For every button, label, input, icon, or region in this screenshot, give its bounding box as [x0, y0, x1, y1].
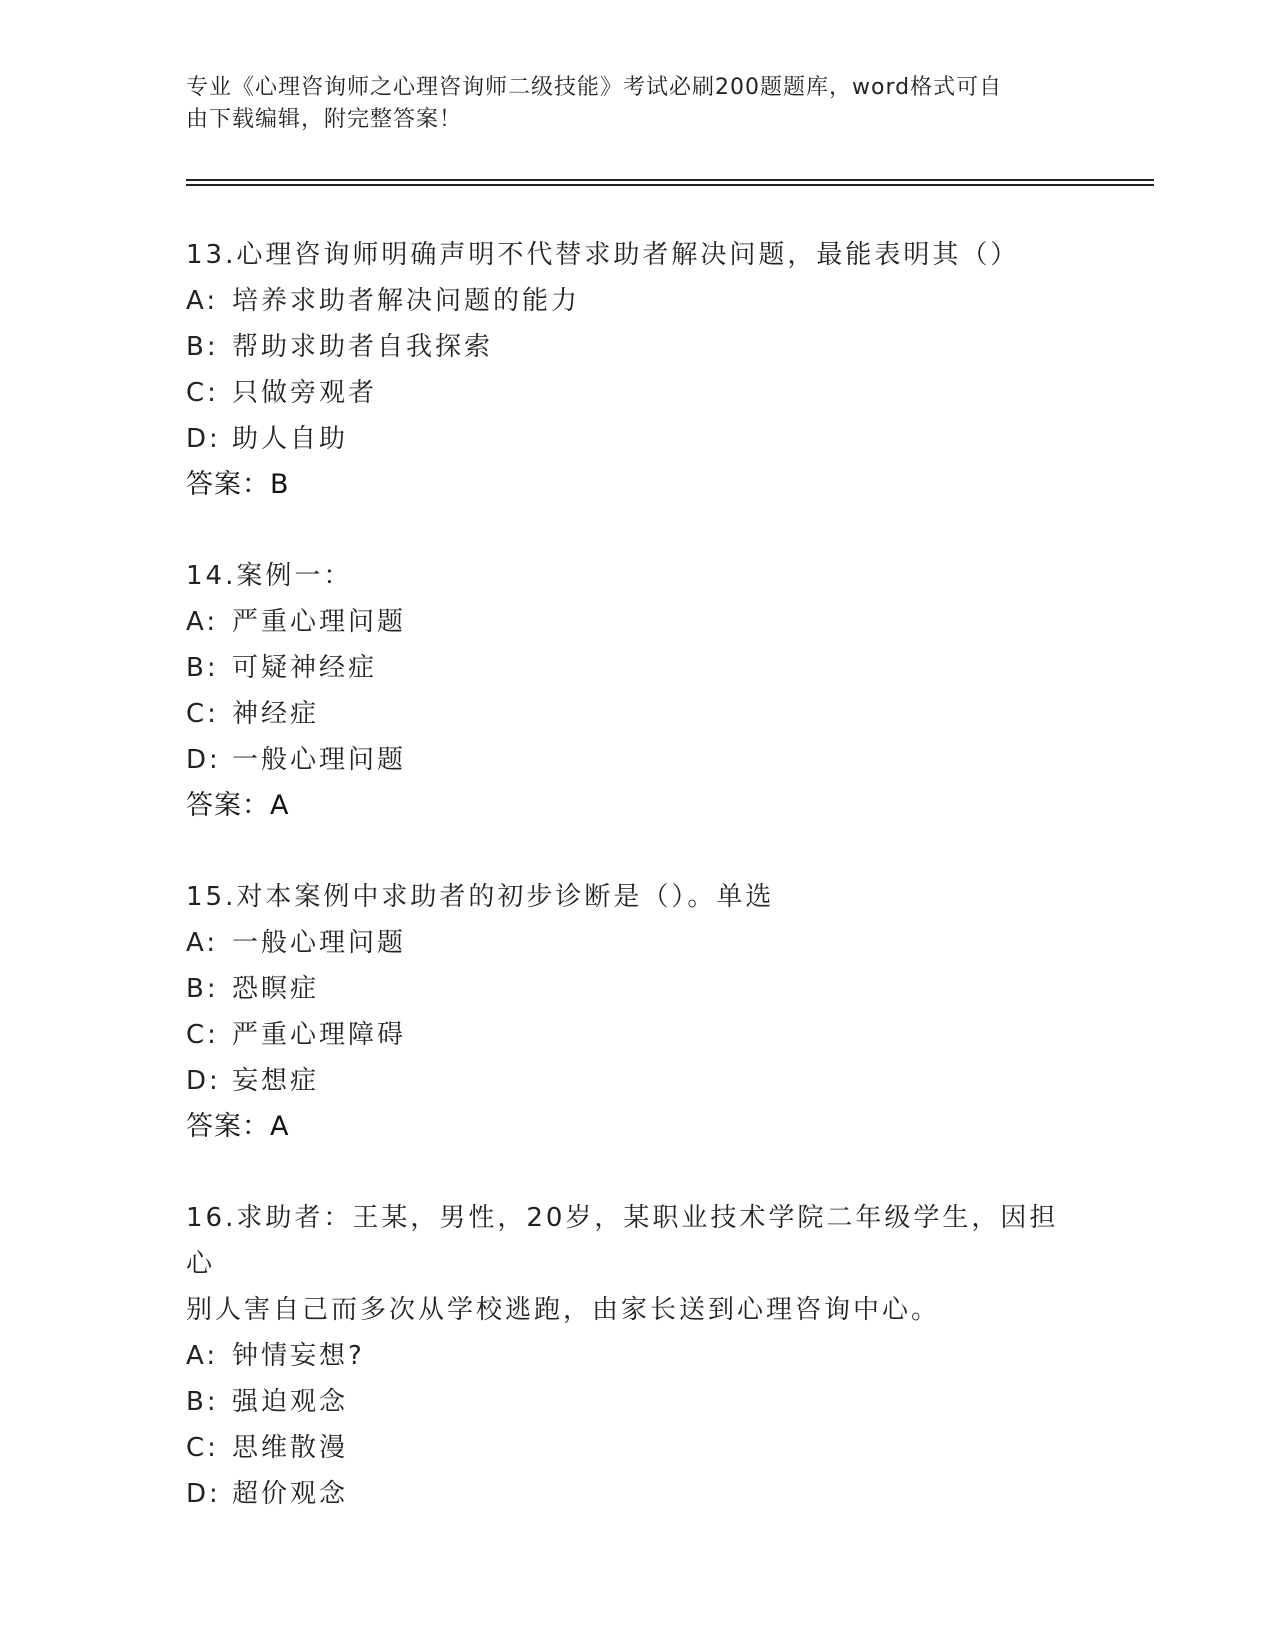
option-c [186, 1425, 1086, 1471]
question-14 [186, 553, 1086, 829]
option-text: 恐瞑症 [232, 974, 320, 1004]
option-letter: B: [186, 974, 219, 1004]
option-text: 一般心理问题 [232, 745, 407, 775]
option-d [186, 1058, 1086, 1104]
option-d [186, 1471, 1086, 1517]
question-stem: 14.案例一： [186, 561, 353, 591]
option-text: 帮助求助者自我探索 [232, 332, 494, 362]
option-letter: A: [186, 1341, 219, 1371]
header-line-1: 专业《心理咨询师之心理咨询师二级技能》考试必刷200题题库，word格式可自 [186, 75, 1003, 100]
option-letter: C: [186, 699, 219, 729]
option-letter: D: [186, 1066, 221, 1096]
answer-line: 答案：A [186, 790, 290, 821]
option-letter: A: [186, 286, 219, 316]
document-header [186, 72, 1066, 136]
option-a [186, 920, 1086, 966]
option-text: 培养求助者解决问题的能力 [232, 286, 581, 316]
question-13 [186, 232, 1086, 508]
option-text: 严重心理问题 [232, 607, 407, 637]
option-c [186, 691, 1086, 737]
option-text: 思维散漫 [232, 1433, 349, 1463]
option-letter: C: [186, 378, 219, 408]
option-b [186, 1379, 1086, 1425]
option-letter: A: [186, 928, 219, 958]
option-letter: B: [186, 1387, 219, 1417]
option-letter: D: [186, 745, 221, 775]
option-letter: C: [186, 1020, 219, 1050]
option-text: 妄想症 [232, 1066, 320, 1096]
question-stem: 13.心理咨询师明确声明不代替求助者解决问题，最能表明其（） [186, 240, 1020, 270]
option-c [186, 370, 1086, 416]
option-letter: B: [186, 332, 219, 362]
option-b [186, 324, 1086, 370]
question-16 [186, 1195, 1086, 1517]
option-letter: D: [186, 424, 221, 454]
option-d [186, 416, 1086, 462]
option-a [186, 1333, 1086, 1379]
question-stem-line-1: 16.求助者：王某，男性，20岁，某职业技术学院二年级学生，因担心 [186, 1203, 1059, 1279]
header-line-2: 由下载编辑，附完整答案！ [186, 107, 463, 132]
answer-line: 答案：A [186, 1111, 290, 1142]
question-list [186, 232, 1086, 1562]
answer-line: 答案：B [186, 469, 290, 500]
option-letter: C: [186, 1433, 219, 1463]
question-stem: 15.对本案例中求助者的初步诊断是（）。单选 [186, 882, 775, 912]
option-text: 只做旁观者 [232, 378, 378, 408]
question-stem-line-2: 别人害自己而多次从学校逃跑，由家长送到心理咨询中心。 [186, 1295, 941, 1325]
option-text: 超价观念 [232, 1479, 349, 1509]
option-d [186, 737, 1086, 783]
option-letter: D: [186, 1479, 221, 1509]
option-text: 助人自助 [232, 424, 349, 454]
option-letter: B: [186, 653, 219, 683]
option-a [186, 599, 1086, 645]
option-a [186, 278, 1086, 324]
option-text: 神经症 [232, 699, 320, 729]
option-text: 可疑神经症 [232, 653, 378, 683]
header-divider-top [186, 179, 1154, 181]
option-letter: A: [186, 607, 219, 637]
option-text: 强迫观念 [232, 1387, 349, 1417]
option-b [186, 645, 1086, 691]
option-text: 严重心理障碍 [232, 1020, 407, 1050]
question-15 [186, 874, 1086, 1150]
option-text: 钟情妄想? [232, 1341, 365, 1371]
option-text: 一般心理问题 [232, 928, 407, 958]
option-c [186, 1012, 1086, 1058]
header-divider-bottom [186, 184, 1154, 186]
option-b [186, 966, 1086, 1012]
